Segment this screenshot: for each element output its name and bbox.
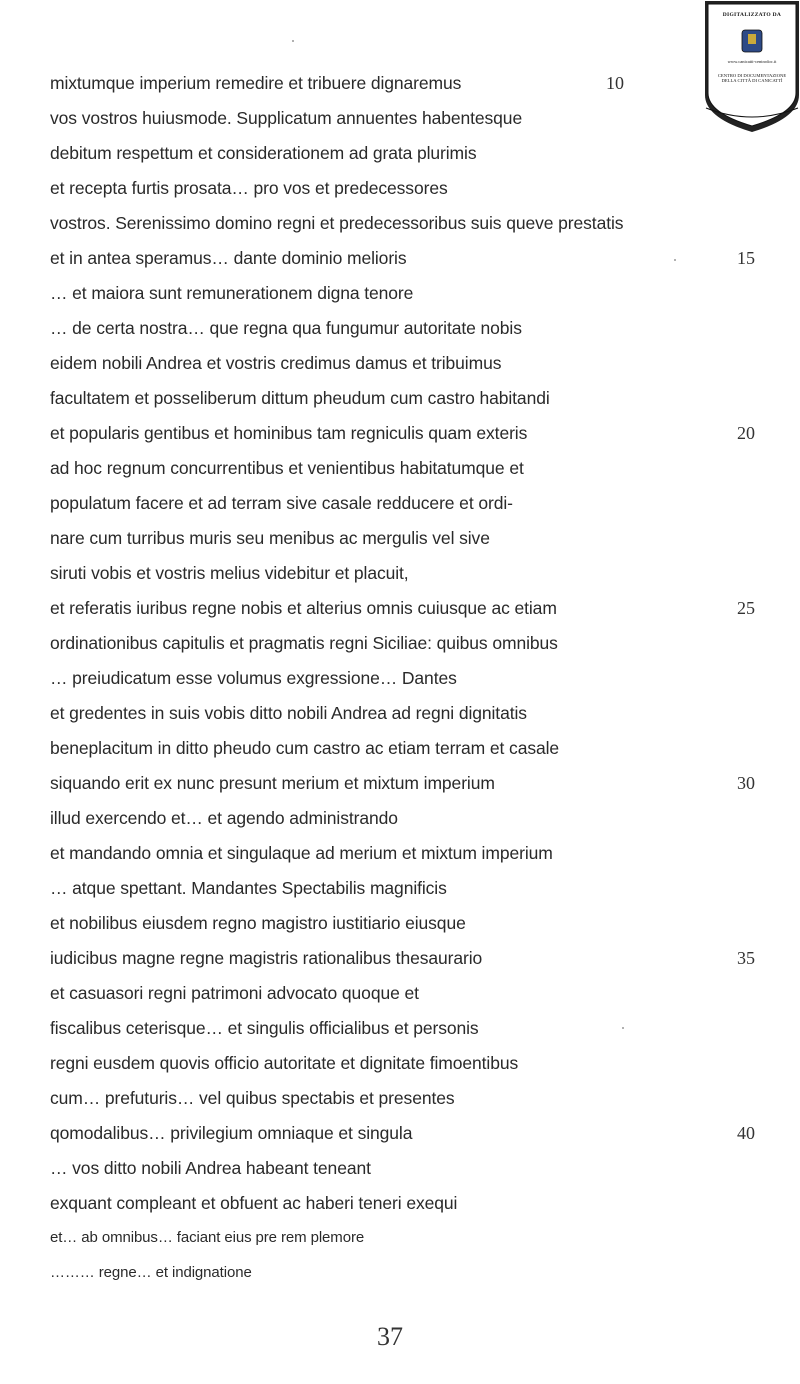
line-number: 15 bbox=[737, 248, 755, 268]
text-line: et nobilibus eiusdem regno magistro iustitiario eiusque bbox=[50, 913, 466, 933]
text-line: … atque spettant. Mandantes Spectabilis magnificis bbox=[50, 878, 447, 898]
text-line: regni eusdem quovis officio autoritate et dignitate fimoentibus bbox=[50, 1053, 519, 1073]
text-line: et… ab omnibus… faciant eius pre rem plemore bbox=[50, 1229, 365, 1246]
text-line: … preiudicatum esse volumus exgressione… Dantes bbox=[50, 668, 457, 688]
stamp-organization bbox=[710, 73, 794, 83]
text-line: vos vostros huiusmode. Supplicatum annuentes habentesque bbox=[50, 108, 523, 128]
text-line: cum… prefuturis… vel quibus spectabis et presentes bbox=[50, 1088, 455, 1108]
text-line: … vos ditto nobili Andrea habeant teneant bbox=[50, 1158, 371, 1178]
stamp-shield-icon bbox=[704, 0, 800, 138]
line-number: 25 bbox=[737, 598, 755, 618]
text-line: facultatem et posseliberum dittum pheudum cum castro habitandi bbox=[50, 388, 550, 408]
text-line: exquant compleant et obfuent ac haberi teneri exequi bbox=[50, 1193, 458, 1213]
text-line: siruti vobis et vostris melius videbitur et placuit, bbox=[50, 563, 409, 583]
text-line: ……… regne… et indignatione bbox=[50, 1264, 252, 1281]
text-line: populatum facere et ad terram sive casale redducere et ordi- bbox=[50, 493, 513, 513]
line-number: 20 bbox=[737, 423, 755, 443]
line-number: 35 bbox=[737, 948, 755, 968]
stamp-title: DIGITALIZZATO DA bbox=[722, 12, 782, 18]
text-line: fiscalibus ceterisque… et singulis officialibus et personis bbox=[50, 1018, 479, 1038]
text-line: debitum respettum et considerationem ad grata plurimis bbox=[50, 143, 477, 163]
text-line: ordinationibus capitulis et pragmatis regni Siciliae: quibus omnibus bbox=[50, 633, 558, 653]
text-line: iudicibus magne regne magistris rationalibus thesaurario bbox=[50, 948, 483, 968]
text-line: illud exercendo et… et agendo administrando bbox=[50, 808, 398, 828]
scan-speck bbox=[674, 259, 676, 261]
text-line: qomodalibus… privilegium omniaque et singula bbox=[50, 1123, 413, 1143]
text-line: siquando erit ex nunc presunt merium et mixtum imperium bbox=[50, 773, 495, 793]
stamp-url: www.canicatti-centrodoc.it bbox=[727, 59, 777, 64]
line-number: 10 bbox=[606, 73, 624, 93]
text-line: et gredentes in suis vobis ditto nobili Andrea ad regni dignitatis bbox=[50, 703, 527, 723]
text-line: ad hoc regnum concurrentibus et venientibus habitatumque et bbox=[50, 458, 524, 478]
text-line: … et maiora sunt remunerationem digna tenore bbox=[50, 283, 414, 303]
text-line: vostros. Serenissimo domino regni et predecessoribus suis queve prestatis bbox=[50, 213, 624, 233]
stamp-org-line2: DELLA CITTÀ DI CANICATTÌ bbox=[721, 78, 783, 84]
digitization-stamp bbox=[704, 0, 800, 138]
line-number: 30 bbox=[737, 773, 755, 793]
text-line: beneplacitum in ditto pheudo cum castro ac etiam terram et casale bbox=[50, 738, 560, 758]
text-line: et in antea speramus… dante dominio melioris bbox=[50, 248, 407, 268]
text-line: et popularis gentibus et hominibus tam regniculis quam exteris bbox=[50, 423, 528, 443]
scan-speck bbox=[622, 1027, 624, 1029]
text-line: mixtumque imperium remedire et tribuere dignaremus bbox=[50, 73, 462, 93]
text-line: et casuasori regni patrimoni advocato quoque et bbox=[50, 983, 419, 1003]
stamp-org-line1: CENTRO DI DOCUMENTAZIONE bbox=[717, 73, 787, 78]
text-line: et mandando omnia et singulaque ad merium et mixtum imperium bbox=[50, 843, 553, 863]
text-line: … de certa nostra… que regna qua fungumur autoritate nobis bbox=[50, 318, 522, 338]
text-line: eidem nobili Andrea et vostris credimus damus et tribuimus bbox=[50, 353, 502, 373]
line-number: 40 bbox=[737, 1123, 755, 1143]
scan-speck bbox=[292, 40, 294, 42]
page-number: 37 bbox=[377, 1322, 403, 1351]
text-line: nare cum turribus muris seu menibus ac mergulis vel sive bbox=[50, 528, 490, 548]
text-line: et recepta furtis prosata… pro vos et predecessores bbox=[50, 178, 448, 198]
text-line: et referatis iuribus regne nobis et alterius omnis cuiusque ac etiam bbox=[50, 598, 557, 618]
